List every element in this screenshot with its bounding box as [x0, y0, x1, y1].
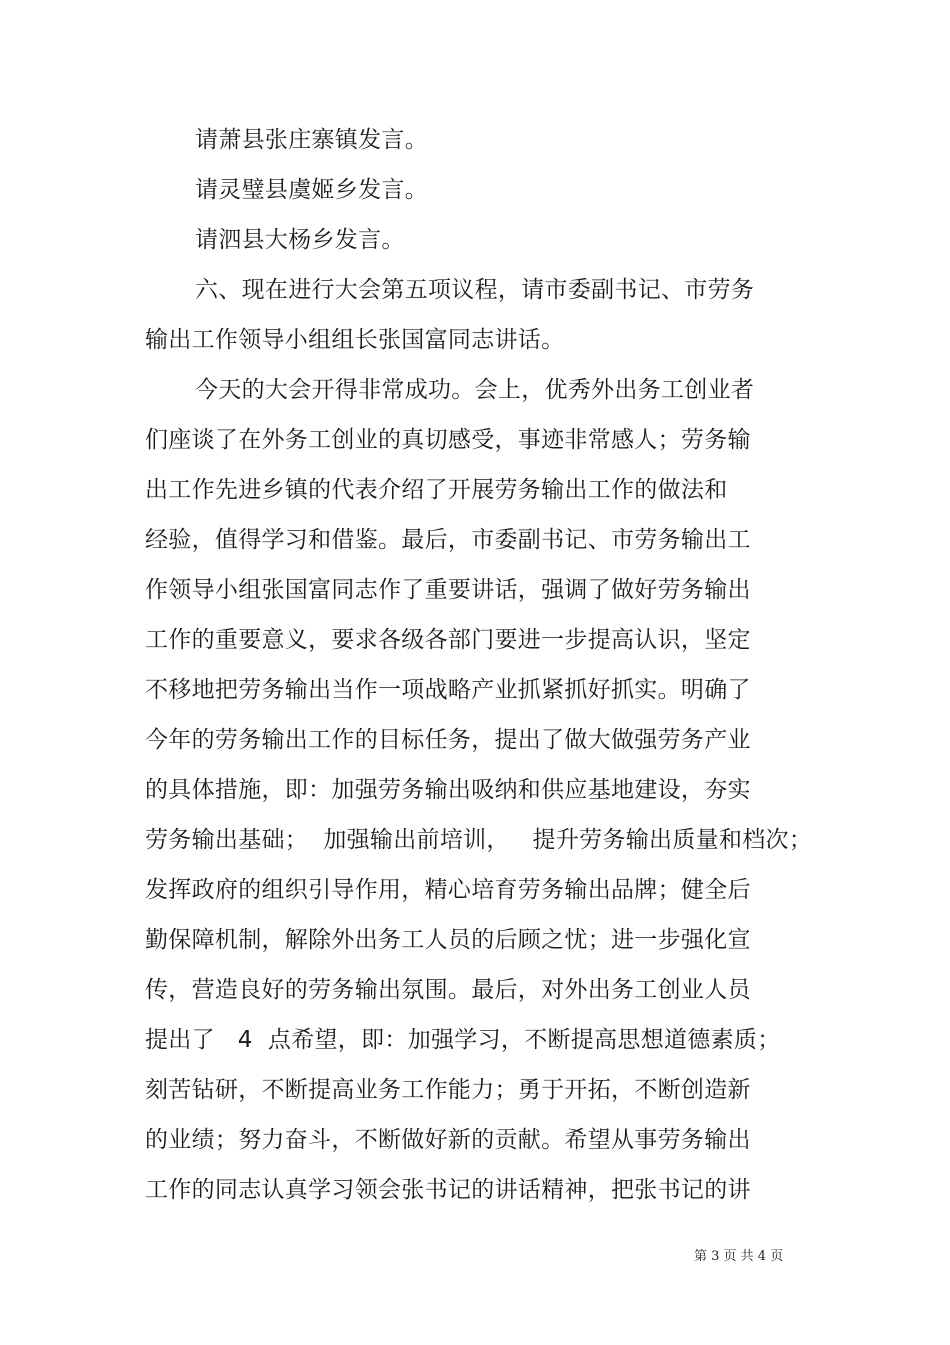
- text-line: 劳务输出基础； 加强输出前培训， 提升劳务输出质量和档次；: [145, 827, 813, 853]
- text-line: 发挥政府的组织引导作用，精心培育劳务输出品牌；健全后: [145, 877, 751, 903]
- text-line: 今天的大会开得非常成功。会上，优秀外出务工创业者: [195, 377, 755, 403]
- text-line: 工作的同志认真学习领会张书记的讲话精神，把张书记的讲: [145, 1177, 751, 1203]
- text-line: 工作的重要意义，要求各级各部门要进一步提高认识，坚定: [145, 627, 751, 653]
- text-line: 们座谈了在外务工创业的真切感受，事迹非常感人；劳务输: [145, 427, 751, 453]
- text-line: 勤保障机制，解除外出务工人员的后顾之忧；进一步强化宣: [145, 927, 751, 953]
- text-line: 不移地把劳务输出当作一项战略产业抓紧抓好抓实。明确了: [145, 677, 751, 703]
- text-line: 经验，值得学习和借鉴。最后，市委副书记、市劳务输出工: [145, 527, 751, 553]
- text-line: 作领导小组张国富同志作了重要讲话，强调了做好劳务输出: [145, 577, 751, 603]
- text-line: 传，营造良好的劳务输出氛围。最后，对外出务工创业人员: [145, 977, 751, 1003]
- text-line: 出工作先进乡镇的代表介绍了开展劳务输出工作的做法和: [145, 477, 728, 503]
- text-line: 提出了 4 点希望，即：加强学习，不断提高思想道德素质；: [145, 1027, 781, 1053]
- text-line: 的具体措施，即：加强劳务输出吸纳和供应基地建设，夯实: [145, 777, 751, 803]
- text-line: 刻苦钻研，不断提高业务工作能力；勇于开拓，不断创造新: [145, 1077, 751, 1103]
- text-line: 六、现在进行大会第五项议程，请市委副书记、市劳务: [195, 277, 755, 303]
- text-line: 请泗县大杨乡发言。: [195, 227, 405, 253]
- text-line: 请灵璧县虞姬乡发言。: [195, 177, 428, 203]
- text-line: 请萧县张庄寨镇发言。: [195, 127, 428, 153]
- page-number: 第 3 页 共 4 页: [694, 1249, 784, 1264]
- text-line: 的业绩；努力奋斗，不断做好新的贡献。希望从事劳务输出: [145, 1127, 751, 1153]
- text-line: 输出工作领导小组组长张国富同志讲话。: [145, 327, 565, 353]
- text-line: 今年的劳务输出工作的目标任务，提出了做大做强劳务产业: [145, 727, 751, 753]
